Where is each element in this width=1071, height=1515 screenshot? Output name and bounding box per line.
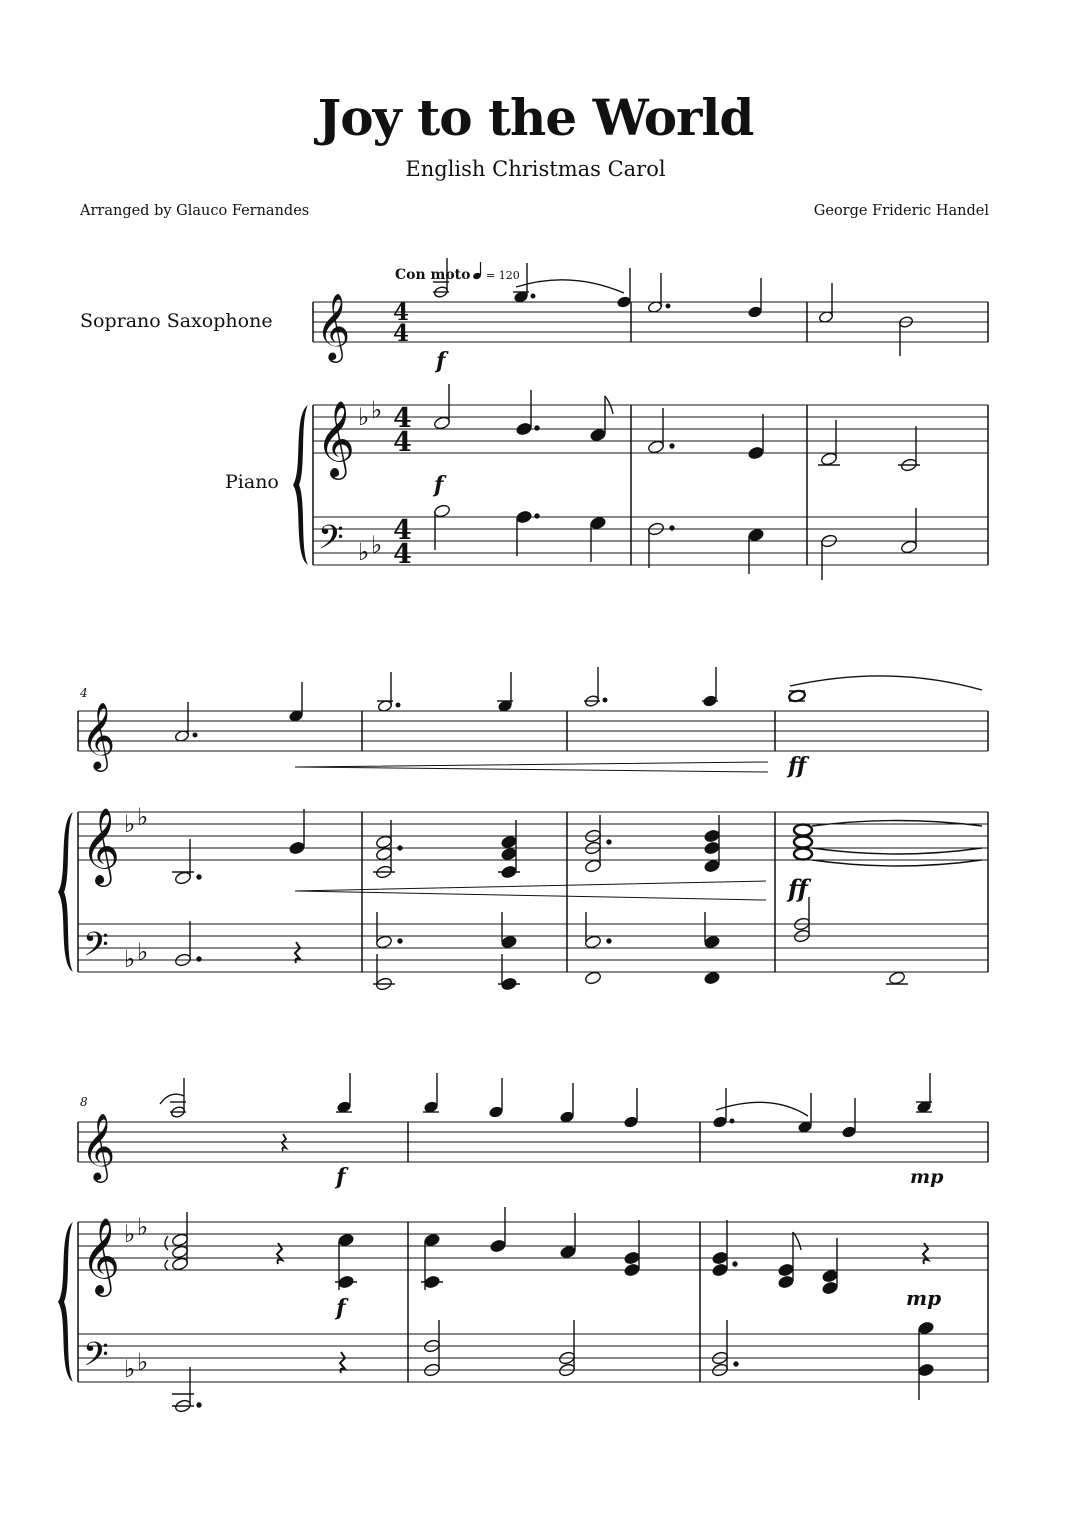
flat-icon: ♭	[137, 1213, 149, 1241]
bass-clef-icon: 𝄢	[83, 1336, 109, 1382]
treble-clef-icon: 𝄞	[81, 807, 121, 884]
flat-icon: ♭	[124, 1355, 136, 1383]
instrument-label-piano: Piano	[225, 471, 279, 493]
treble-clef-icon: 𝄞	[81, 701, 116, 769]
piano-bass-staff-2	[78, 924, 988, 972]
piano-brace	[58, 1222, 73, 1382]
piano-brace	[293, 405, 308, 565]
dynamic-sax-m1: f	[436, 348, 446, 374]
flat-icon: ♭	[371, 396, 383, 424]
system-1	[80, 258, 988, 580]
sax-notes-system-2	[174, 667, 982, 772]
sax-staff-2	[78, 711, 988, 751]
treble-clef-icon: 𝄞	[81, 1217, 121, 1294]
flat-icon: ♭	[124, 1220, 136, 1248]
system-3	[58, 1073, 988, 1413]
flat-icon: ♭	[358, 403, 370, 431]
time-signature-bottom: 4	[393, 320, 410, 347]
treble-clef-icon: 𝄞	[81, 1112, 116, 1180]
dynamic-piano-m10: mp	[906, 1286, 942, 1310]
time-signature-top: 4	[393, 299, 410, 326]
treble-clef-icon: 𝄞	[316, 400, 356, 477]
dynamic-piano-m7: ff	[788, 874, 808, 903]
dynamic-sax-m10: mp	[910, 1166, 944, 1188]
tempo-bpm: = 120	[486, 269, 520, 282]
composer-credit: George Frideric Handel	[813, 203, 989, 219]
time-signature-top: 4	[393, 515, 412, 546]
flat-icon: ♭	[137, 1348, 149, 1376]
piano-brace	[58, 812, 73, 972]
score-subtitle: English Christmas Carol	[405, 157, 666, 181]
flat-icon: ♭	[124, 945, 136, 973]
treble-clef-icon: 𝄞	[316, 292, 351, 360]
piano-bass-notes-system-2	[174, 897, 908, 991]
bass-clef-icon: 𝄢	[318, 519, 344, 565]
flat-icon: ♭	[371, 531, 383, 559]
bass-clef-icon: 𝄢	[83, 926, 109, 972]
piano-treble-notes-system-2	[172, 809, 982, 900]
piano-bass-notes-system-1	[433, 504, 918, 580]
measure-number: 4	[80, 686, 88, 700]
time-signature-bottom: 4	[393, 539, 412, 570]
system-2	[58, 667, 988, 991]
sax-staff-1	[313, 302, 988, 342]
flat-icon: ♭	[124, 810, 136, 838]
tempo-note-icon	[472, 262, 482, 280]
piano-bass-staff-1	[313, 517, 988, 565]
dynamic-piano-m1: f	[434, 472, 444, 498]
dynamic-sax-m7: ff	[788, 753, 807, 779]
dynamic-sax-m8: f	[336, 1164, 346, 1190]
sax-notes-system-3	[160, 1073, 932, 1151]
tempo-marking: Con moto	[395, 267, 471, 283]
piano-treble-notes-system-1	[433, 384, 920, 472]
dynamic-piano-m8: f	[336, 1295, 346, 1321]
piano-treble-notes-system-3	[165, 1207, 928, 1295]
instrument-label-saxophone: Soprano Saxophone	[80, 310, 273, 332]
time-signature-bottom: 4	[393, 427, 412, 458]
measure-number: 8	[80, 1095, 88, 1109]
flat-icon: ♭	[358, 538, 370, 566]
flat-icon: ♭	[137, 938, 149, 966]
score-title: Joy to the World	[317, 88, 754, 147]
time-signature-top: 4	[393, 403, 412, 434]
piano-bass-staff-3	[78, 1334, 988, 1382]
arranger-credit: Arranged by Glauco Fernandes	[80, 203, 310, 219]
flat-icon: ♭	[137, 803, 149, 831]
